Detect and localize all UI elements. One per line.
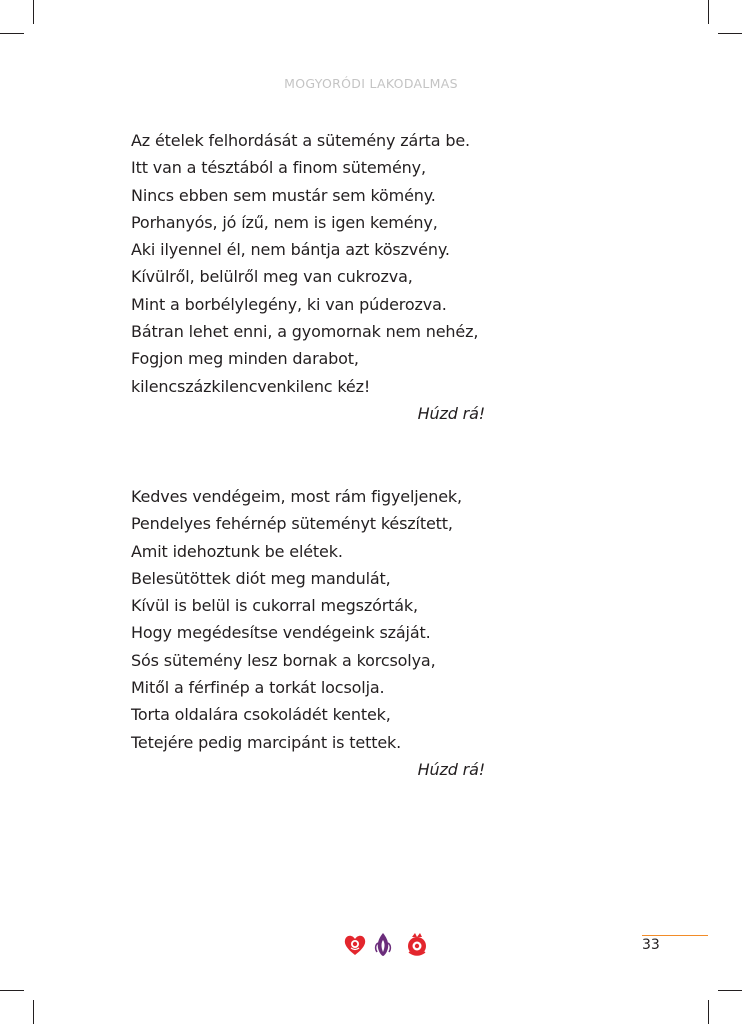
crop-mark-top-left — [33, 0, 34, 24]
tulip-icon — [376, 933, 391, 956]
verse-line: Kívül is belül is cukorral megszórták, — [131, 596, 418, 616]
refrain: Húzd rá! — [417, 759, 485, 779]
crop-mark-bottom-right — [708, 1000, 709, 1024]
verse-line: kilencszázkilencvenkilenc kéz! — [131, 376, 371, 396]
page-number-rule — [642, 935, 708, 936]
crop-mark-bottom-left — [33, 1000, 34, 1024]
crop-mark-bottom-right-h — [718, 990, 742, 991]
footer-ornaments — [343, 931, 433, 959]
verse-line: Aki ilyennel él, nem bántja azt köszvény. — [131, 240, 450, 260]
verse-line: Porhanyós, jó ízű, nem is igen kemény, — [131, 212, 438, 232]
heart-flower-icon — [345, 936, 365, 955]
verse-line: Hogy megédesítse vendégeink száját. — [131, 623, 431, 643]
verse-line: Mint a borbélylegény, ki van púderozva. — [131, 294, 447, 314]
verse-line: Tetejére pedig marcipánt is tettek. — [131, 732, 402, 752]
running-head: MOGYORÓDI LAKODALMAS — [284, 76, 458, 91]
verse-line: Amit idehoztunk be elétek. — [131, 541, 343, 561]
crop-mark-top-right-h — [718, 33, 742, 34]
poem-stanza-1 — [131, 127, 491, 427]
verse-line: Mitől a férfinép a torkát locsolja. — [131, 678, 385, 698]
crop-mark-top-left-h — [0, 33, 24, 34]
verse-line: Sós sütemény lesz bornak a korcsolya, — [131, 650, 436, 670]
refrain: Húzd rá! — [417, 403, 485, 423]
verse-line: Fogjon meg minden darabot, — [131, 349, 359, 369]
verse-line: Az ételek felhordását a sütemény zárta be. — [131, 131, 470, 150]
verse-line: Belesütöttek diót meg mandulát, — [131, 568, 391, 588]
pomegranate-icon — [408, 933, 426, 955]
verse-line: Pendelyes fehérnép süteményt készített, — [131, 514, 453, 534]
verse-line: Kedves vendégeim, most rám figyeljenek, — [131, 487, 462, 506]
verse-line: Bátran lehet enni, a gyomornak nem nehéz, — [131, 322, 479, 342]
crop-mark-bottom-left-h — [0, 990, 24, 991]
verse-line: Itt van a tésztából a finom sütemény, — [131, 158, 426, 178]
poem-stanza-2 — [131, 483, 491, 783]
verse-line: Kívülről, belülről meg van cukrozva, — [131, 267, 413, 287]
verse-line: Nincs ebben sem mustár sem kömény. — [131, 185, 436, 205]
page-number: 33 — [642, 937, 660, 953]
crop-mark-top-right — [708, 0, 709, 24]
verse-line: Torta oldalára csokoládét kentek, — [131, 705, 391, 725]
